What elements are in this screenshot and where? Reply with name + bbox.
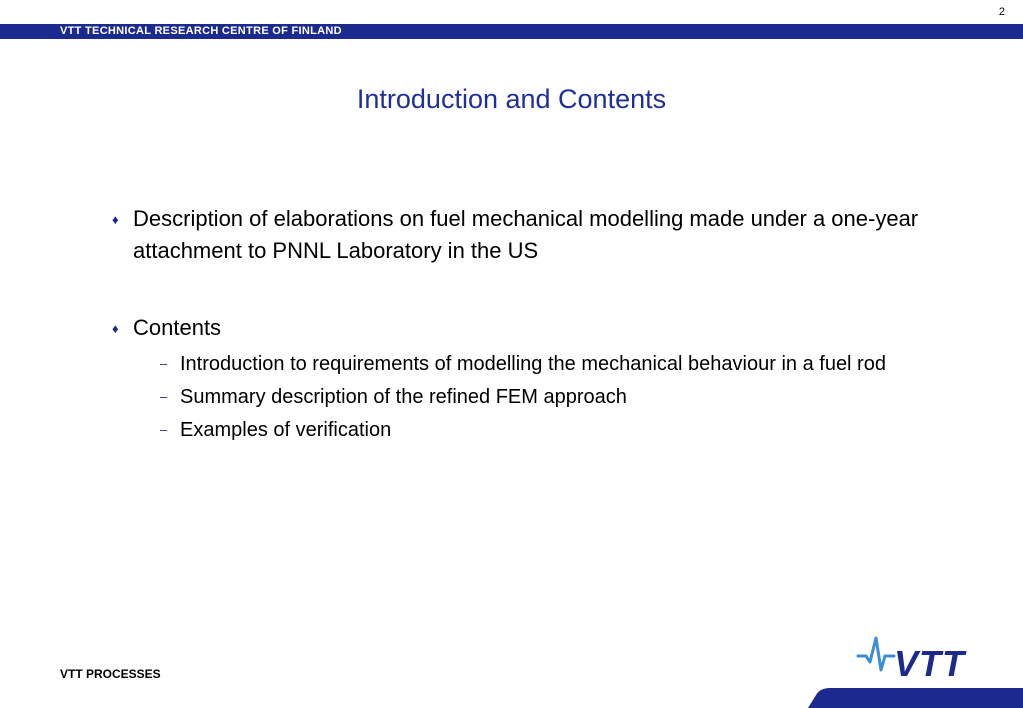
bullet-item — [112, 203, 932, 267]
sub-bullet-item — [160, 350, 900, 378]
bullet-text: Description of elaborations on fuel mechanical modelling made under a one-year attachment to PNNL Laboratory in the US — [133, 206, 919, 263]
bullet-text: Contents — [133, 315, 222, 340]
sub-bullet-item — [160, 416, 900, 444]
header-organization: VTT TECHNICAL RESEARCH CENTRE OF FINLAND — [60, 25, 342, 37]
dash-bullet-icon: – — [160, 389, 168, 404]
logo-wave-icon — [858, 638, 894, 670]
sub-bullet-list — [112, 350, 932, 444]
logo-text: VTT — [894, 643, 965, 684]
diamond-bullet-icon: ♦ — [112, 212, 119, 227]
header-bar — [0, 24, 1023, 39]
page-number: 2 — [998, 6, 1005, 18]
sub-bullet-text: Introduction to requirements of modelling the mechanical behaviour in a fuel rod — [180, 353, 886, 375]
footer-swoosh — [808, 688, 1023, 708]
diamond-bullet-icon: ♦ — [112, 321, 119, 336]
bullet-item — [112, 312, 932, 344]
footer-label: VTT PROCESSES — [60, 667, 161, 681]
dash-bullet-icon: – — [160, 422, 168, 437]
sub-bullet-text: Examples of verification — [180, 419, 392, 441]
slide-content — [112, 203, 932, 449]
slide-title: Introduction and Contents — [356, 84, 667, 114]
sub-bullet-item — [160, 383, 900, 411]
dash-bullet-icon: – — [160, 356, 168, 371]
sub-bullet-text: Summary description of the refined FEM approach — [180, 386, 627, 408]
vtt-logo — [856, 632, 980, 684]
